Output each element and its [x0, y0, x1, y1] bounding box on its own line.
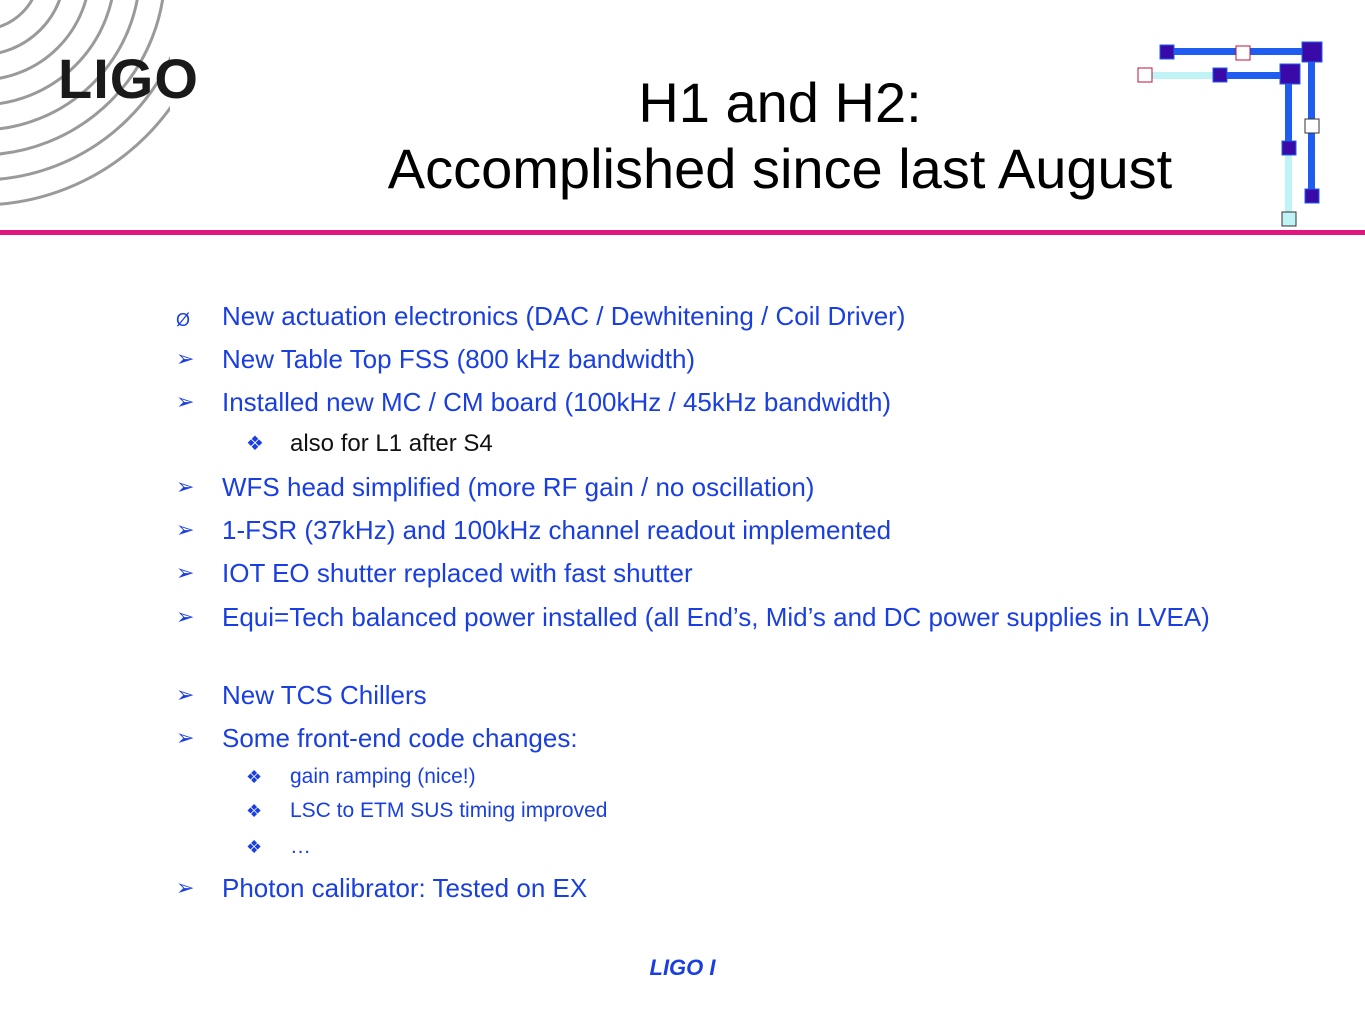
bullet-front-end-code — [176, 721, 578, 755]
sub-bullet-ellipsis — [246, 833, 311, 861]
bullet-marker-icon: Ø — [176, 310, 191, 330]
bullet-balanced-power — [176, 600, 1262, 634]
ligo-logo: LIGO — [58, 47, 199, 110]
arrow-bullet-icon: ➢ — [176, 346, 195, 371]
bullet-text: … — [290, 835, 311, 858]
bullet-tcs-chillers — [176, 678, 427, 712]
bullet-text: also for L1 after S4 — [290, 430, 493, 457]
bullet-text: gain ramping (nice!) — [290, 765, 476, 788]
arrow-bullet-icon: ➢ — [176, 682, 195, 707]
bullet-wfs-head — [176, 470, 815, 504]
sub-bullet-l1-after-s4 — [246, 429, 493, 459]
arrow-bullet-icon: ➢ — [176, 725, 195, 750]
arrow-bullet-icon: ➢ — [176, 389, 195, 414]
bullet-table-top-fss — [176, 342, 696, 376]
bullet-text: Equi=Tech balanced power installed (all End’s, Mid’s and DC power supplies in LVEA) — [222, 602, 1210, 632]
title-line-2: Accomplished since last August — [387, 137, 1173, 200]
footer-label: LIGO I — [649, 955, 716, 980]
bullet-text: WFS head simplified (more RF gain / no oscillation) — [222, 472, 815, 502]
arrow-bullet-icon: ➢ — [176, 604, 195, 629]
arrow-bullet-icon: ➢ — [176, 560, 195, 585]
bullet-text: Photon calibrator: Tested on EX — [222, 873, 588, 903]
sub-bullet-gain-ramping — [246, 763, 476, 791]
bullet-text: New actuation electronics (DAC / Dewhitening / Coil Driver) — [222, 301, 906, 331]
diamond-bullet-icon: ❖ — [246, 433, 264, 455]
bullet-text: New TCS Chillers — [222, 680, 427, 710]
diamond-bullet-icon: ❖ — [246, 837, 263, 857]
bullet-text: 1-FSR (37kHz) and 100kHz channel readout implemented — [222, 515, 892, 545]
bullet-text: Some front-end code changes: — [222, 723, 578, 753]
bullet-text: IOT EO shutter replaced with fast shutter — [222, 558, 693, 588]
diamond-bullet-icon: ❖ — [246, 801, 263, 821]
bullet-fsr-readout — [176, 513, 892, 547]
arrow-bullet-icon: ➢ — [176, 474, 195, 499]
bullet-iot-eo-shutter — [176, 556, 693, 590]
bullet-text: Installed new MC / CM board (100kHz / 45kHz bandwidth) — [222, 387, 892, 417]
bullet-photon-calibrator — [176, 871, 588, 905]
sub-bullet-lsc-etm-timing — [246, 797, 608, 825]
bullet-text: New Table Top FSS (800 kHz bandwidth) — [222, 344, 696, 374]
bullet-actuation-electronics — [176, 299, 906, 333]
arrow-bullet-icon: ➢ — [176, 875, 195, 900]
arrow-bullet-icon: ➢ — [176, 517, 195, 542]
title-line-1: H1 and H2: — [638, 71, 922, 134]
diamond-bullet-icon: ❖ — [246, 767, 263, 787]
bullet-mc-cm-board — [176, 385, 892, 419]
bullet-text: LSC to ETM SUS timing improved — [290, 799, 608, 822]
